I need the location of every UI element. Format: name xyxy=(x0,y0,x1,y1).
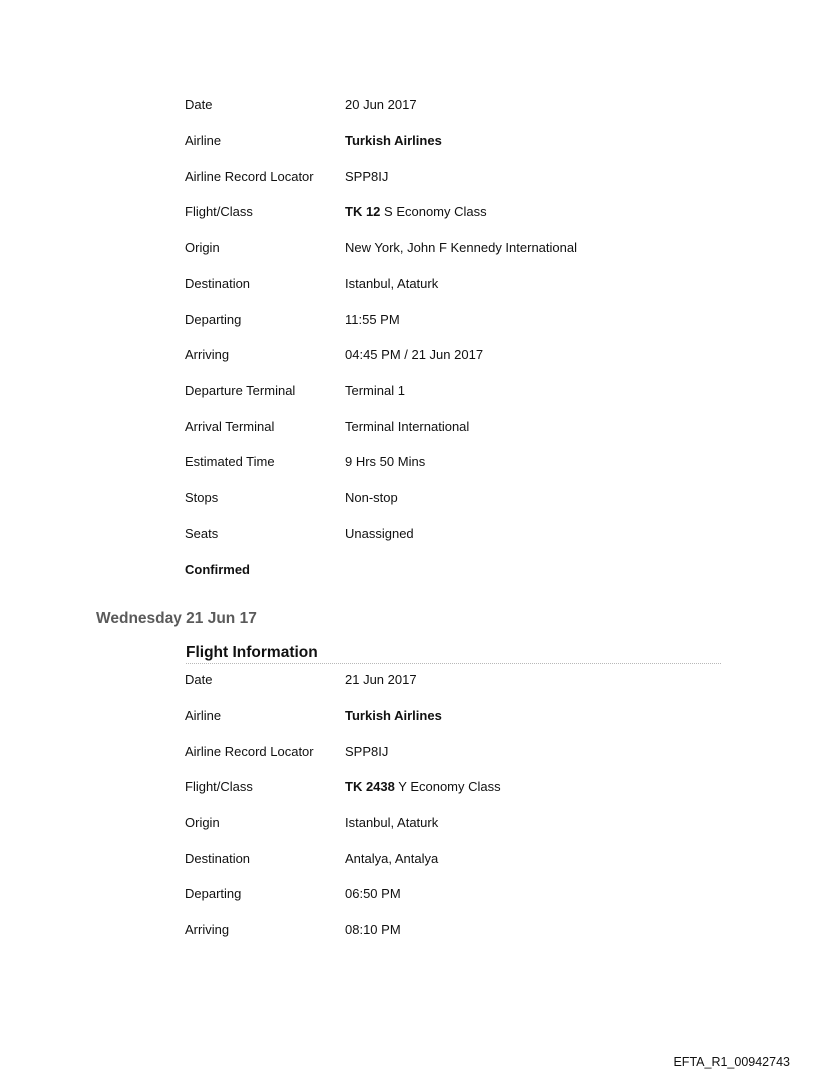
field-value: 9 Hrs 50 Mins xyxy=(345,454,426,469)
field-label: Date xyxy=(185,672,213,687)
field-value: Istanbul, Ataturk xyxy=(345,815,439,830)
field-label: Arrival Terminal xyxy=(185,419,275,434)
field-label: Departure Terminal xyxy=(185,383,296,398)
field-label: Arriving xyxy=(185,347,230,362)
field-value: Non-stop xyxy=(345,490,398,505)
field-value: Terminal International xyxy=(345,419,470,434)
field-value xyxy=(345,202,487,222)
field-value: Turkish Airlines xyxy=(345,133,442,148)
field-label: Flight/Class xyxy=(185,204,253,219)
section-title: Flight Information xyxy=(186,643,721,664)
field-value: 08:10 PM xyxy=(345,922,401,937)
flight-class: S Economy Class xyxy=(384,204,487,219)
field-label: Origin xyxy=(185,815,220,830)
field-label: Airline Record Locator xyxy=(185,744,314,759)
flight-number: TK 12 xyxy=(345,204,381,219)
field-value: Unassigned xyxy=(345,526,414,541)
field-label: Airline Record Locator xyxy=(185,169,314,184)
field-value: 20 Jun 2017 xyxy=(345,97,417,112)
field-label: Arriving xyxy=(185,922,230,937)
field-value: New York, John F Kennedy International xyxy=(345,240,577,255)
field-label: Estimated Time xyxy=(185,454,275,469)
field-label: Flight/Class xyxy=(185,779,253,794)
field-value: SPP8IJ xyxy=(345,169,389,184)
field-value: 06:50 PM xyxy=(345,886,401,901)
field-label: Seats xyxy=(185,526,219,541)
field-value: 11:55 PM xyxy=(345,312,400,327)
field-label: Airline xyxy=(185,708,222,723)
field-value: 04:45 PM / 21 Jun 2017 xyxy=(345,347,484,362)
day-heading: Wednesday 21 Jun 17 xyxy=(96,610,257,627)
field-value xyxy=(345,777,501,797)
field-value: Istanbul, Ataturk xyxy=(345,276,439,291)
field-label: Departing xyxy=(185,886,242,901)
field-value: SPP8IJ xyxy=(345,744,389,759)
field-label: Stops xyxy=(185,490,219,505)
field-label: Origin xyxy=(185,240,220,255)
flight-number: TK 2438 xyxy=(345,779,395,794)
field-value: Antalya, Antalya xyxy=(345,851,439,866)
flight-class: Y Economy Class xyxy=(398,779,501,794)
field-value: Terminal 1 xyxy=(345,383,405,398)
field-label: Airline xyxy=(185,133,222,148)
document-id: EFTA_R1_00942743 xyxy=(673,1055,790,1069)
field-label: Date xyxy=(185,97,213,112)
field-label: Departing xyxy=(185,312,242,327)
field-value: Turkish Airlines xyxy=(345,708,442,723)
field-label: Destination xyxy=(185,276,251,291)
field-value: 21 Jun 2017 xyxy=(345,672,417,687)
booking-status: Confirmed xyxy=(185,562,250,577)
field-label: Destination xyxy=(185,851,251,866)
